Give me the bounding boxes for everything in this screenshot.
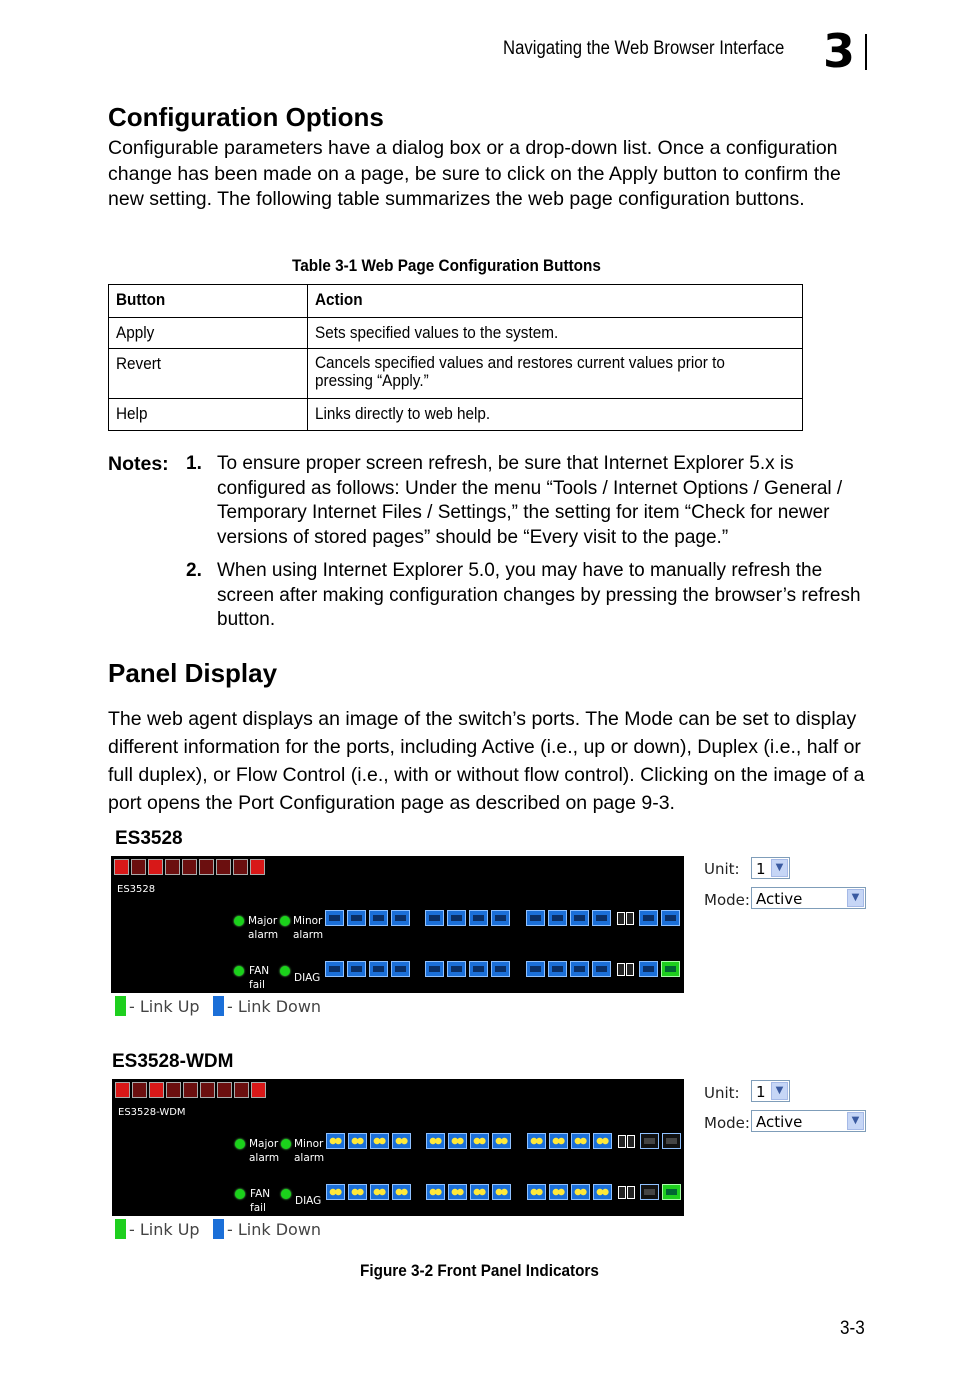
fan-label: FAN	[249, 965, 270, 977]
port-icon[interactable]	[326, 1133, 345, 1149]
port-icon[interactable]	[469, 961, 488, 977]
section-title-configuration-options: Configuration Options	[108, 102, 384, 132]
port-icon[interactable]	[640, 1133, 659, 1149]
port-icon[interactable]	[570, 910, 589, 926]
fan-fail-led	[234, 966, 244, 976]
mode-select[interactable]: Active ▼	[751, 1110, 866, 1132]
mode-select[interactable]: Active ▼	[751, 887, 866, 909]
logo-block	[250, 859, 265, 875]
port-icon[interactable]	[391, 910, 410, 926]
port-icon[interactable]	[325, 910, 344, 926]
table-header-cell: Button	[109, 285, 308, 318]
port-icon[interactable]	[325, 961, 344, 977]
fail-label: fail	[250, 1202, 266, 1214]
unit-label: Unit:	[704, 860, 740, 878]
diag-label: DIAG	[294, 972, 321, 984]
legend-link-down: - Link Down	[227, 1220, 322, 1239]
link-down-swatch	[213, 1219, 224, 1239]
link-up-swatch	[115, 1219, 126, 1239]
chevron-down-icon: ▼	[771, 1082, 788, 1100]
logo-block	[251, 1082, 266, 1098]
port-icon[interactable]	[369, 910, 388, 926]
port-icon[interactable]	[571, 1133, 590, 1149]
config-buttons-table	[108, 284, 803, 431]
note-number: 2.	[186, 560, 202, 581]
port-icon[interactable]	[526, 910, 545, 926]
port-icon[interactable]	[348, 1184, 367, 1200]
logo-block	[132, 1082, 147, 1098]
port-icon[interactable]	[662, 1133, 681, 1149]
notes-label: Notes:	[108, 453, 169, 475]
port-icon[interactable]	[593, 1133, 612, 1149]
alarm-label: alarm	[249, 1152, 280, 1164]
port-icon[interactable]	[593, 1184, 612, 1200]
diag-led	[281, 1189, 291, 1199]
port-icon[interactable]	[639, 910, 658, 926]
table-cell: Cancels specified values and restores current values prior to pressing “Apply.”	[308, 349, 803, 399]
figure-caption: Figure 3-2 Front Panel Indicators	[360, 1261, 599, 1280]
table-row	[109, 349, 803, 399]
logo-block	[115, 1082, 130, 1098]
legend-link-up: - Link Up	[129, 1220, 200, 1239]
table-cell: Links directly to web help.	[308, 399, 803, 431]
port-icon[interactable]	[640, 1184, 659, 1200]
port-icon[interactable]	[491, 961, 510, 977]
major-label: Major	[249, 1138, 279, 1150]
note-text: When using Internet Explorer 5.0, you may have to manually refresh the screen after making configuration changes by pressing the browser’s refresh button.	[217, 560, 861, 630]
port-icon[interactable]	[370, 1184, 389, 1200]
unit-label: Unit:	[704, 1084, 740, 1102]
unit-select[interactable]: 1 ▼	[751, 857, 790, 879]
port-icon[interactable]	[662, 1184, 681, 1200]
logo-block	[217, 1082, 232, 1098]
port-icon[interactable]	[549, 1133, 568, 1149]
logo-block	[149, 1082, 164, 1098]
logo-block	[131, 859, 146, 875]
fan-fail-led	[235, 1189, 245, 1199]
major-label: Major	[248, 915, 278, 927]
port-icon[interactable]	[469, 910, 488, 926]
table-cell: Revert	[109, 349, 308, 399]
diag-label: DIAG	[295, 1195, 322, 1207]
figure-label: ES3528	[115, 828, 183, 849]
figure-label: ES3528-WDM	[112, 1051, 234, 1072]
port-icon[interactable]	[370, 1133, 389, 1149]
port-icon[interactable]	[448, 1184, 467, 1200]
port-icon[interactable]	[326, 1184, 345, 1200]
switch-front-panel[interactable]	[112, 1079, 684, 1216]
port-icon[interactable]	[447, 961, 466, 977]
port-icon[interactable]	[548, 961, 567, 977]
diag-led	[280, 966, 290, 976]
port-icon[interactable]	[492, 1133, 511, 1149]
legend-link-down: - Link Down	[227, 997, 322, 1016]
major-alarm-led	[234, 916, 244, 926]
section-paragraph: Configurable parameters have a dialog box or a drop-down list. Once a configuration change has been made on a page, be sure to click on the Apply button to confirm the new setting. The following table summarizes the web page configuration buttons.	[108, 137, 841, 210]
table-cell: Help	[109, 399, 308, 431]
section-paragraph: The web agent displays an image of the switch’s ports. The Mode can be set to display different information for the ports, including Active (i.e., up or down), Duplex (i.e., half or full duplex), or Flow Control (i.e., with or without flow control). Clicking on the image of a port opens the Port Configuration page as described on page 9-3.	[108, 708, 865, 814]
sfp-slot-icon[interactable]	[627, 1186, 635, 1199]
sfp-slot-icon[interactable]	[626, 912, 634, 925]
unit-select[interactable]: 1 ▼	[751, 1080, 790, 1102]
port-icon[interactable]	[369, 961, 388, 977]
port-icon[interactable]	[448, 1133, 467, 1149]
minor-label: Minor	[293, 915, 323, 927]
port-icon[interactable]	[526, 961, 545, 977]
port-icon[interactable]	[661, 961, 680, 977]
logo-block	[183, 1082, 198, 1098]
legend-link-up: - Link Up	[129, 997, 200, 1016]
sfp-slot-icon[interactable]	[617, 963, 625, 976]
link-up-swatch	[115, 996, 126, 1016]
port-icon[interactable]	[470, 1184, 489, 1200]
chapter-number: 3	[823, 24, 856, 78]
port-icon[interactable]	[347, 910, 366, 926]
logo-block	[114, 859, 129, 875]
port-icon[interactable]	[571, 1184, 590, 1200]
logo-block	[234, 1082, 249, 1098]
fan-label: FAN	[250, 1188, 271, 1200]
port-icon[interactable]	[347, 961, 366, 977]
sfp-slot-icon[interactable]	[618, 1186, 626, 1199]
port-icon[interactable]	[639, 961, 658, 977]
table-header-cell: Action	[308, 285, 803, 318]
logo-block	[200, 1082, 215, 1098]
table-header-row	[109, 285, 803, 318]
chevron-down-icon: ▼	[771, 859, 788, 877]
port-icon[interactable]	[392, 1133, 411, 1149]
table-row	[109, 399, 803, 431]
chapter-divider	[865, 34, 867, 70]
port-icon[interactable]	[426, 1133, 445, 1149]
logo-block	[165, 859, 180, 875]
port-icon[interactable]	[492, 1184, 511, 1200]
port-icon[interactable]	[426, 1184, 445, 1200]
mode-label: Mode:	[704, 891, 750, 909]
page-number: 3-3	[840, 1318, 865, 1339]
mode-label: Mode:	[704, 1114, 750, 1132]
logo-block	[166, 1082, 181, 1098]
port-icon[interactable]	[549, 1184, 568, 1200]
port-icon[interactable]	[527, 1133, 546, 1149]
sfp-slot-icon[interactable]	[626, 963, 634, 976]
chevron-down-icon: ▼	[847, 889, 864, 907]
running-header: Navigating the Web Browser Interface	[503, 38, 785, 59]
note-number: 1.	[186, 453, 202, 474]
port-icon[interactable]	[592, 961, 611, 977]
section-title-panel-display: Panel Display	[108, 658, 278, 688]
alarm-label: alarm	[293, 929, 324, 941]
link-down-swatch	[213, 996, 224, 1016]
logo-block	[148, 859, 163, 875]
switch-front-panel[interactable]	[111, 856, 684, 993]
sfp-slot-icon[interactable]	[618, 1135, 626, 1148]
port-icon[interactable]	[527, 1184, 546, 1200]
table-cell: Apply	[109, 318, 308, 349]
brand-logo	[115, 1082, 266, 1098]
chevron-down-icon: ▼	[847, 1112, 864, 1130]
logo-block	[199, 859, 214, 875]
minor-alarm-led	[281, 1139, 291, 1149]
logo-block	[182, 859, 197, 875]
sfp-slot-icon[interactable]	[617, 912, 625, 925]
port-icon[interactable]	[348, 1133, 367, 1149]
table-caption: Table 3-1 Web Page Configuration Buttons	[292, 256, 601, 275]
table-cell: Sets specified values to the system.	[308, 318, 803, 349]
alarm-label: alarm	[248, 929, 279, 941]
sfp-slot-icon[interactable]	[627, 1135, 635, 1148]
minor-label: Minor	[294, 1138, 324, 1150]
port-icon[interactable]	[392, 1184, 411, 1200]
port-icon[interactable]	[661, 910, 680, 926]
port-icon[interactable]	[548, 910, 567, 926]
port-icon[interactable]	[491, 910, 510, 926]
minor-alarm-led	[280, 916, 290, 926]
port-icon[interactable]	[470, 1133, 489, 1149]
logo-block	[216, 859, 231, 875]
port-icon[interactable]	[425, 910, 444, 926]
port-icon[interactable]	[447, 910, 466, 926]
table-row	[109, 318, 803, 349]
port-icon[interactable]	[391, 961, 410, 977]
port-icon[interactable]	[592, 910, 611, 926]
panel-model-label: ES3528	[117, 884, 156, 895]
fail-label: fail	[249, 979, 265, 991]
logo-block	[233, 859, 248, 875]
panel-model-label: ES3528-WDM	[118, 1107, 186, 1118]
brand-logo	[114, 859, 265, 875]
note-text: To ensure proper screen refresh, be sure that Internet Explorer 5.x is configured as follows: Under the menu “Tools / Internet Options / General / Temporary Internet Files / Settings,” the setting for item “Check for newer versions of stored pages” should be “Every visit to the page.”	[217, 453, 843, 548]
port-icon[interactable]	[425, 961, 444, 977]
alarm-label: alarm	[294, 1152, 325, 1164]
major-alarm-led	[235, 1139, 245, 1149]
port-icon[interactable]	[570, 961, 589, 977]
